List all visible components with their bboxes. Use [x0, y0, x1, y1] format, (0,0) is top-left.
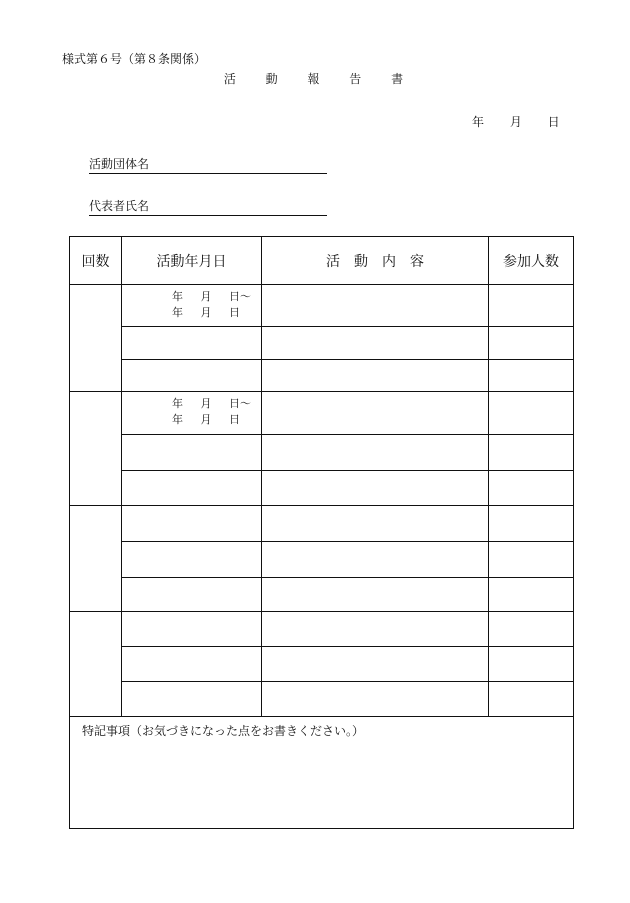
- count-cell[interactable]: [70, 506, 122, 612]
- content-cell[interactable]: [262, 578, 489, 612]
- content-cell[interactable]: [262, 360, 489, 392]
- participants-cell[interactable]: [489, 285, 574, 327]
- table-row: [70, 327, 574, 360]
- count-cell[interactable]: [70, 285, 122, 392]
- participants-cell[interactable]: [489, 327, 574, 360]
- date-cell[interactable]: [122, 471, 262, 506]
- date-line: 年 月 日: [472, 115, 560, 129]
- content-cell[interactable]: [262, 285, 489, 327]
- table-header-row: [70, 237, 574, 285]
- content-cell[interactable]: [262, 435, 489, 471]
- date-cell[interactable]: [122, 327, 262, 360]
- notes-cell[interactable]: [70, 717, 574, 829]
- date-cell[interactable]: [122, 360, 262, 392]
- date-from: 年 月 日〜: [172, 397, 251, 410]
- col-header-count: 回数: [70, 237, 122, 285]
- count-cell[interactable]: [70, 612, 122, 717]
- table-row: [70, 612, 574, 647]
- date-cell[interactable]: [122, 682, 262, 717]
- notes-row: [70, 717, 574, 829]
- table-row: [70, 285, 574, 327]
- participants-cell[interactable]: [489, 542, 574, 578]
- date-to: 年 月 日: [172, 413, 240, 426]
- date-from: 年 月 日〜: [172, 290, 251, 303]
- table-row: [70, 471, 574, 506]
- table-row: [70, 506, 574, 542]
- representative-field[interactable]: [89, 197, 327, 216]
- content-cell[interactable]: [262, 327, 489, 360]
- content-cell[interactable]: [262, 682, 489, 717]
- form-number: 様式第６号（第８条関係）: [62, 52, 207, 66]
- count-cell[interactable]: [70, 392, 122, 506]
- table-row: [70, 578, 574, 612]
- content-cell[interactable]: [262, 392, 489, 435]
- table-row: [70, 682, 574, 717]
- date-range-cell[interactable]: [122, 285, 262, 327]
- participants-cell[interactable]: [489, 506, 574, 542]
- participants-cell[interactable]: [489, 392, 574, 435]
- participants-cell[interactable]: [489, 612, 574, 647]
- participants-cell[interactable]: [489, 435, 574, 471]
- date-cell[interactable]: [122, 542, 262, 578]
- content-cell[interactable]: [262, 612, 489, 647]
- date-cell[interactable]: [122, 506, 262, 542]
- document-title: 活 動 報 告 書: [223, 72, 417, 86]
- table-row: [70, 360, 574, 392]
- date-range-cell[interactable]: [122, 392, 262, 435]
- col-header-participants: 参加人数: [489, 237, 574, 285]
- col-header-content: 活 動 内 容: [262, 237, 489, 285]
- date-to: 年 月 日: [172, 306, 240, 319]
- notes-label: 特記事項（お気づきになった点をお書きください。）: [82, 724, 365, 738]
- table-row: [70, 542, 574, 578]
- participants-cell[interactable]: [489, 578, 574, 612]
- participants-cell[interactable]: [489, 471, 574, 506]
- col-header-date: 活動年月日: [122, 237, 262, 285]
- content-cell[interactable]: [262, 647, 489, 682]
- participants-cell[interactable]: [489, 647, 574, 682]
- content-cell[interactable]: [262, 506, 489, 542]
- date-cell[interactable]: [122, 435, 262, 471]
- participants-cell[interactable]: [489, 360, 574, 392]
- activity-table: [69, 236, 574, 829]
- table-row: [70, 647, 574, 682]
- date-cell[interactable]: [122, 578, 262, 612]
- representative-label: 代表者氏名: [89, 199, 150, 213]
- table-row: [70, 435, 574, 471]
- content-cell[interactable]: [262, 471, 489, 506]
- participants-cell[interactable]: [489, 682, 574, 717]
- group-name-label: 活動団体名: [89, 157, 150, 171]
- date-cell[interactable]: [122, 612, 262, 647]
- table-row: [70, 392, 574, 435]
- group-name-field[interactable]: [89, 155, 327, 174]
- date-cell[interactable]: [122, 647, 262, 682]
- content-cell[interactable]: [262, 542, 489, 578]
